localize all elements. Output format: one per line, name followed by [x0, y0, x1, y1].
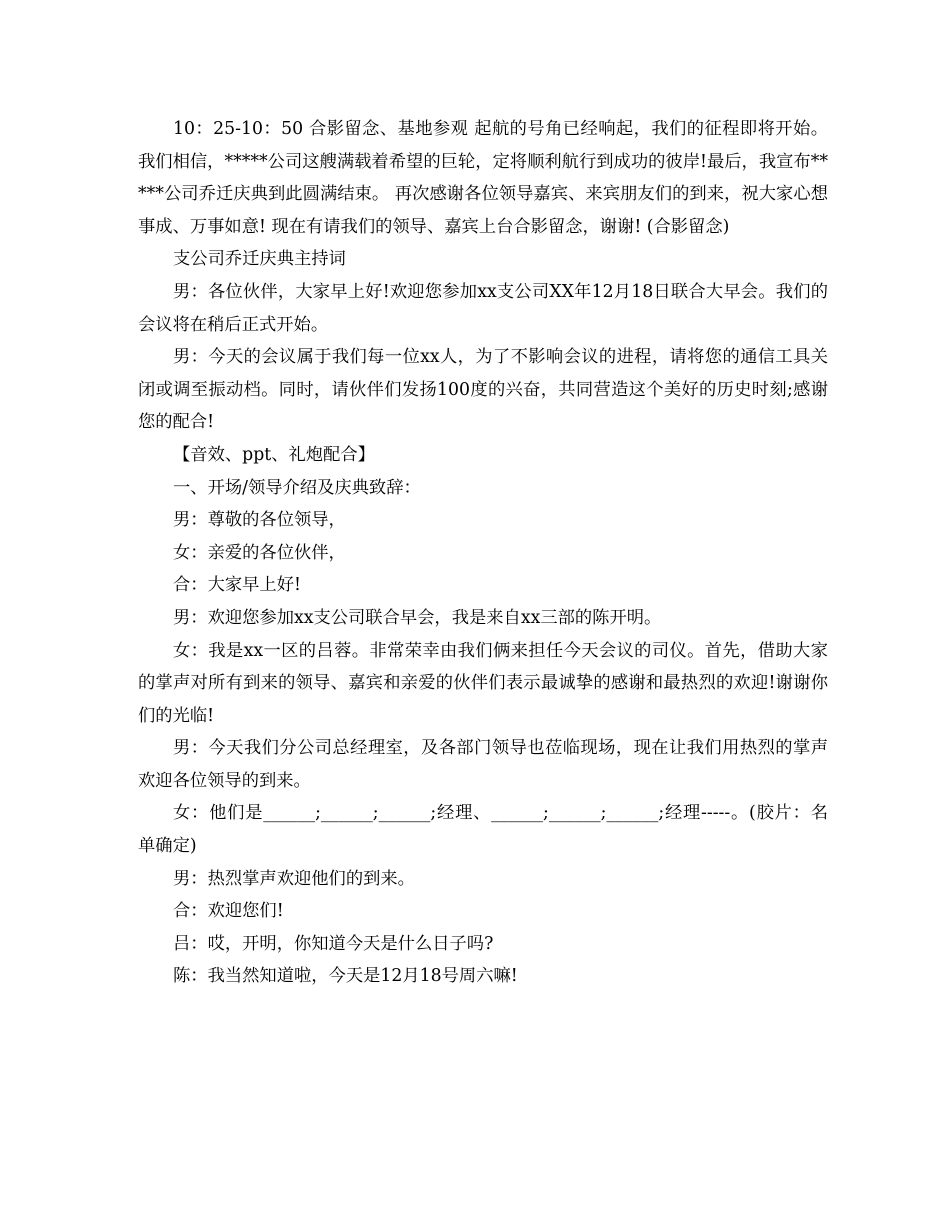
- paragraph-dialogue-line: 合：欢迎您们!: [173, 901, 284, 922]
- paragraph-dialogue-line: 男：尊敬的各位领导，: [173, 510, 346, 531]
- paragraph-dialogue-line: 合：大家早上好!: [173, 575, 301, 596]
- document-page: [138, 113, 828, 993]
- paragraph-dialogue-line: 陈：我当然知道啦，今天是12月18号周六嘛!: [173, 966, 518, 987]
- paragraph-greeting: 男：各位伙伴，大家早上好!欢迎您参加xx支公司XX年12月18日联合大早会。我们的会议将在稍后正式开始。: [138, 281, 828, 335]
- paragraph-dialogue-line: 吕：哎，开明，你知道今天是什么日子吗?: [173, 933, 494, 954]
- paragraph-phone-notice: 男：今天的会议属于我们每一位xx人，为了不影响会议的进程，请将您的通信工具关闭或调至振动档。同时，请伙伴们发扬100度的兴奋，共同营造这个美好的历史时刻;感谢您的配合!: [138, 347, 828, 433]
- paragraph-section-opening: 一、开场/领导介绍及庆典致辞：: [173, 477, 421, 498]
- paragraph-dialogue-line: 女：亲爱的各位伙伴，: [173, 542, 346, 563]
- paragraph-dialogue-line: 男：热烈掌声欢迎他们的到来。: [173, 868, 415, 889]
- paragraph-dialogue-line: 男：今天我们分公司总经理室，及各部门领导也莅临现场，现在让我们用热烈的掌声欢迎各位领导的到来。: [138, 738, 828, 791]
- paragraph-dialogue-line: 女：我是xx一区的吕蓉。非常荣幸由我们俩来担任今天会议的司仪。首先，借助大家的掌声对所有到来的领导、嘉宾和亲爱的伙伴们表示最诚挚的感谢和最热烈的欢迎!谢谢你们的光临!: [138, 640, 828, 726]
- paragraph-effects-note: 【音效、ppt、礼炮配合】: [173, 444, 375, 465]
- paragraph-dialogue-line: 男：欢迎您参加xx支公司联合早会，我是来自xx三部的陈开明。: [173, 607, 662, 628]
- paragraph-heading-host-script: 支公司乔迁庆典主持词: [173, 249, 346, 270]
- paragraph-dialogue-line: 女：他们是______;______;______;经理、______;______;______;经理-----。(胶片：名单确定): [138, 803, 828, 857]
- paragraph-closing-speech: 10：25-10：50 合影留念、基地参观 起航的号角已经响起，我们的征程即将开始。我们相信，*****公司这艘满载着希望的巨轮，定将顺利航行到成功的彼岸!最后，我宣布*****公司乔迁庆典到此圆满结束。 再次感谢各位领导嘉宾、来宾朋友们的到来，祝大家心想事成、万事如意! 现在有请我们的领导、嘉宾上台合影留念，谢谢! (合影留念): [138, 119, 828, 237]
